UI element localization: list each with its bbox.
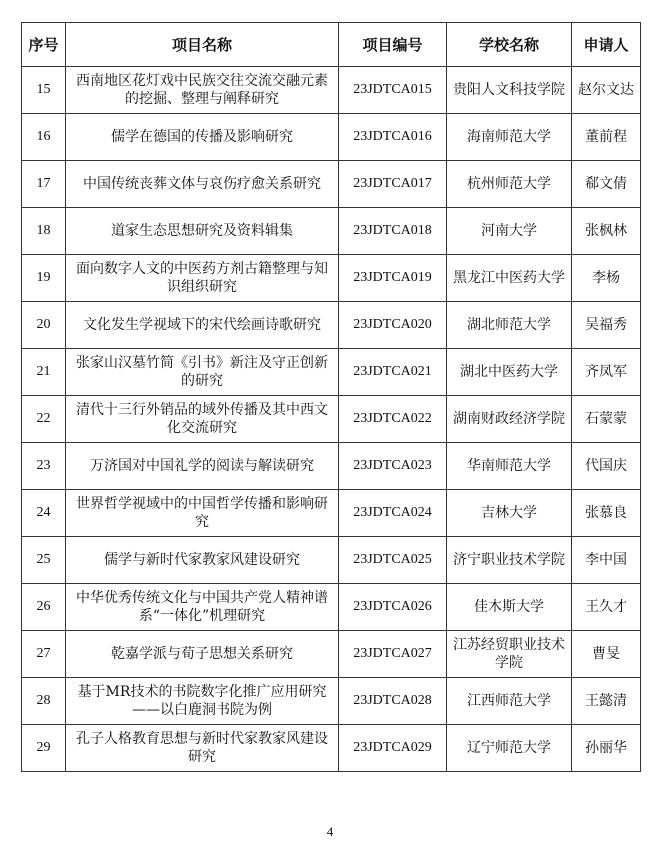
cell-title: 孔子人格教育思想与新时代家教家风建设研究 xyxy=(66,725,339,772)
table-row xyxy=(22,302,641,349)
cell-code: 23JDTCA016 xyxy=(339,114,447,161)
cell-title: 儒学在德国的传播及影响研究 xyxy=(66,114,339,161)
cell-code: 23JDTCA017 xyxy=(339,161,447,208)
cell-title: 中国传统丧葬文体与哀伤疗愈关系研究 xyxy=(66,161,339,208)
cell-code: 23JDTCA015 xyxy=(339,67,447,114)
cell-code: 23JDTCA019 xyxy=(339,255,447,302)
cell-applicant: 张枫林 xyxy=(572,208,641,255)
cell-school: 湖北中医药大学 xyxy=(447,349,572,396)
cell-applicant: 李中国 xyxy=(572,537,641,584)
cell-school: 吉林大学 xyxy=(447,490,572,537)
cell-title: 乾嘉学派与荀子思想关系研究 xyxy=(66,631,339,678)
cell-code: 23JDTCA020 xyxy=(339,302,447,349)
cell-code: 23JDTCA027 xyxy=(339,631,447,678)
cell-no: 16 xyxy=(22,114,66,161)
cell-school: 济宁职业技术学院 xyxy=(447,537,572,584)
cell-no: 18 xyxy=(22,208,66,255)
cell-school: 贵阳人文科技学院 xyxy=(447,67,572,114)
cell-school: 杭州师范大学 xyxy=(447,161,572,208)
cell-no: 22 xyxy=(22,396,66,443)
cell-code: 23JDTCA026 xyxy=(339,584,447,631)
cell-school: 辽宁师范大学 xyxy=(447,725,572,772)
cell-code: 23JDTCA022 xyxy=(339,396,447,443)
cell-title: 文化发生学视域下的宋代绘画诗歌研究 xyxy=(66,302,339,349)
cell-no: 15 xyxy=(22,67,66,114)
cell-no: 29 xyxy=(22,725,66,772)
cell-school: 河南大学 xyxy=(447,208,572,255)
cell-title: 儒学与新时代家教家风建设研究 xyxy=(66,537,339,584)
table-row xyxy=(22,67,641,114)
page-number: 4 xyxy=(326,824,334,839)
cell-code: 23JDTCA025 xyxy=(339,537,447,584)
cell-applicant: 李杨 xyxy=(572,255,641,302)
cell-school: 华南师范大学 xyxy=(447,443,572,490)
table-row xyxy=(22,349,641,396)
table-row xyxy=(22,725,641,772)
cell-applicant: 曹旻 xyxy=(572,631,641,678)
header-applicant: 申请人 xyxy=(572,23,641,67)
cell-no: 26 xyxy=(22,584,66,631)
cell-no: 24 xyxy=(22,490,66,537)
cell-applicant: 代国庆 xyxy=(572,443,641,490)
cell-title: 世界哲学视域中的中国哲学传播和影响研究 xyxy=(66,490,339,537)
cell-school: 江西师范大学 xyxy=(447,678,572,725)
cell-school: 湖南财政经济学院 xyxy=(447,396,572,443)
cell-title: 道家生态思想研究及资料辑集 xyxy=(66,208,339,255)
cell-no: 19 xyxy=(22,255,66,302)
cell-title: 中华优秀传统文化与中国共产党人精神谱系“一体化”机理研究 xyxy=(66,584,339,631)
cell-no: 23 xyxy=(22,443,66,490)
cell-code: 23JDTCA029 xyxy=(339,725,447,772)
cell-applicant: 齐凤军 xyxy=(572,349,641,396)
cell-applicant: 石蒙蒙 xyxy=(572,396,641,443)
header-title: 项目名称 xyxy=(66,23,339,67)
cell-school: 佳木斯大学 xyxy=(447,584,572,631)
cell-title: 基于MR技术的书院数字化推广应用研究——以白鹿洞书院为例 xyxy=(66,678,339,725)
header-school: 学校名称 xyxy=(447,23,572,67)
cell-applicant: 王久才 xyxy=(572,584,641,631)
cell-code: 23JDTCA024 xyxy=(339,490,447,537)
cell-title: 张家山汉墓竹简《引书》新注及守正创新的研究 xyxy=(66,349,339,396)
cell-code: 23JDTCA021 xyxy=(339,349,447,396)
table-row xyxy=(22,584,641,631)
cell-code: 23JDTCA023 xyxy=(339,443,447,490)
cell-applicant: 郗文倩 xyxy=(572,161,641,208)
table-row xyxy=(22,537,641,584)
table-row xyxy=(22,631,641,678)
cell-no: 17 xyxy=(22,161,66,208)
cell-no: 25 xyxy=(22,537,66,584)
cell-no: 27 xyxy=(22,631,66,678)
header-code: 项目编号 xyxy=(339,23,447,67)
project-table xyxy=(21,22,641,772)
cell-applicant: 王懿清 xyxy=(572,678,641,725)
table-row xyxy=(22,114,641,161)
table-row xyxy=(22,490,641,537)
cell-applicant: 董前程 xyxy=(572,114,641,161)
table-row xyxy=(22,396,641,443)
table-row xyxy=(22,208,641,255)
cell-school: 湖北师范大学 xyxy=(447,302,572,349)
cell-no: 20 xyxy=(22,302,66,349)
cell-title: 万济国对中国礼学的阅读与解读研究 xyxy=(66,443,339,490)
cell-school: 黑龙江中医药大学 xyxy=(447,255,572,302)
table-row xyxy=(22,161,641,208)
cell-applicant: 吴福秀 xyxy=(572,302,641,349)
cell-title: 清代十三行外销品的域外传播及其中西文化交流研究 xyxy=(66,396,339,443)
cell-code: 23JDTCA028 xyxy=(339,678,447,725)
cell-applicant: 赵尔文达 xyxy=(572,67,641,114)
cell-title: 西南地区花灯戏中民族交往交流交融元素的挖掘、整理与阐释研究 xyxy=(66,67,339,114)
cell-school: 江苏经贸职业技术学院 xyxy=(447,631,572,678)
header-no: 序号 xyxy=(22,23,66,67)
cell-no: 21 xyxy=(22,349,66,396)
cell-title: 面向数字人文的中医药方剂古籍整理与知识组织研究 xyxy=(66,255,339,302)
table-row xyxy=(22,255,641,302)
cell-no: 28 xyxy=(22,678,66,725)
table-header-row xyxy=(22,23,641,67)
cell-school: 海南师范大学 xyxy=(447,114,572,161)
cell-applicant: 孙丽华 xyxy=(572,725,641,772)
table-row xyxy=(22,443,641,490)
cell-code: 23JDTCA018 xyxy=(339,208,447,255)
table-row xyxy=(22,678,641,725)
cell-applicant: 张慕良 xyxy=(572,490,641,537)
